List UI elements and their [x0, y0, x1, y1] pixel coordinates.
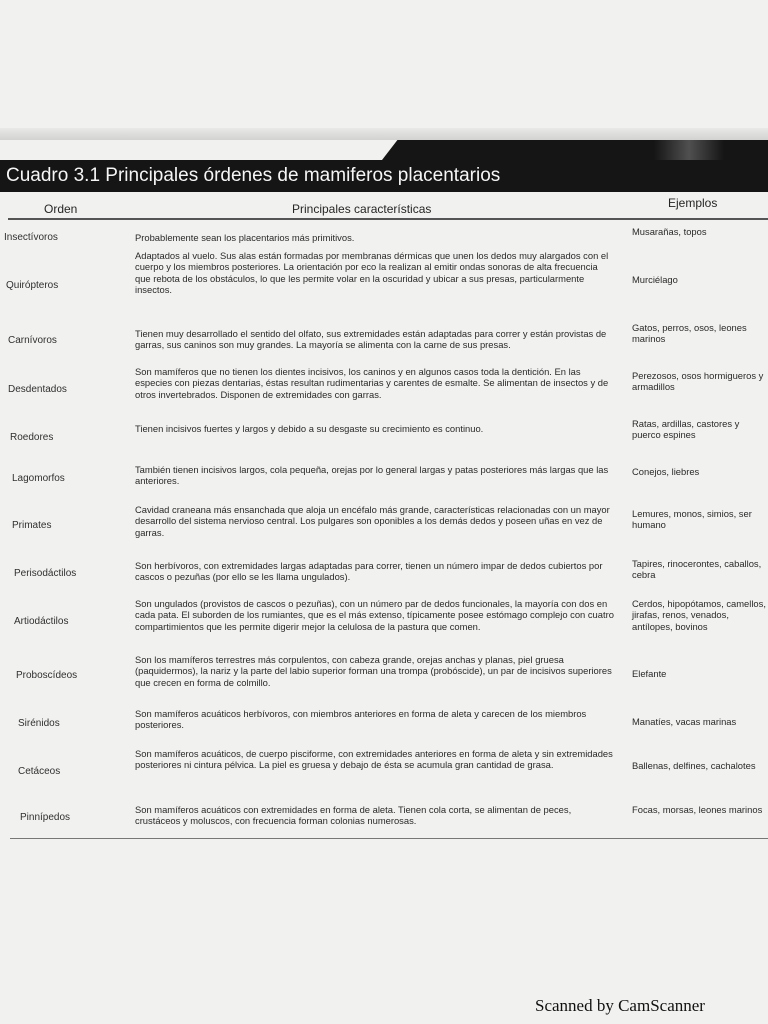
row-description: Son mamíferos que no tienen los dientes incisivos, los caninos y en algunos casos toda la dentición. En las especies con piezas dentarias, éstas resultan rudimentarias y carentes de esmalte. Se alimentan de insectos y de otros invertebrados. Disponen de extremidades con garras.: [135, 366, 609, 400]
row-ejemplos: Ballenas, delfines, cachalotes: [632, 760, 756, 771]
header-caracteristicas: Principales características: [292, 202, 432, 216]
row-ejemplos: Lemures, monos, simios, ser humano: [632, 508, 752, 531]
row-description: Son los mamíferos terrestres más corpulentos, con cabeza grande, orejas anchas y planas, piel gruesa (paquidermos), la nariz y la parte del labio superior forman una trompa (probóscide), un par de incisivos superiores que crecen en forma de colmillo.: [135, 654, 612, 688]
row-description: Son herbívoros, con extremidades largas adaptadas para correr, tienen un número impar de dedos cubiertos por cascos o pezuñas (por ello se les llama ungulados).: [135, 560, 603, 583]
row-description: Adaptados al vuelo. Sus alas están formadas por membranas dérmicas que unen los dedos muy alargados con el cuerpo y los miembros posteriores. La orientación por eco la realizan al emitir ondas sonoras de alta frecuencia que rebota de los obstáculos, lo que les permite volar en la oscuridad y ubicar a sus presas, particularmente insectos.: [135, 250, 609, 296]
row-ejemplos: Elefante: [632, 668, 667, 679]
row-ejemplos: Murciélago: [632, 274, 678, 285]
row-description: Son mamíferos acuáticos, de cuerpo pisciforme, con extremidades anteriores en forma de aleta y sin extremidades posteriores ni cintura pélvica. La piel es gruesa y debajo de ésta se acumula gran cantidad de grasa.: [135, 748, 613, 771]
row-ejemplos: Perezosos, osos hormigueros y armadillos: [632, 370, 764, 393]
row-ejemplos: Conejos, liebres: [632, 466, 700, 477]
row-ejemplos: Cerdos, hipopótamos, camellos, jirafas, renos, venados, antílopes, bovinos: [632, 598, 766, 632]
row-orden: Artiodáctilos: [14, 616, 69, 627]
row-ejemplos: Gatos, perros, osos, leones marinos: [632, 322, 747, 345]
row-orden: Insectívoros: [4, 232, 58, 243]
header-rule: [8, 218, 768, 220]
row-description: Tienen muy desarrollado el sentido del olfato, sus extremidades están adaptadas para correr y están provistas de garras, sus caninos son muy grandes. La mayoría se alimenta con la carne de sus presas.: [135, 328, 607, 351]
row-ejemplos: Manatíes, vacas marinas: [632, 716, 737, 727]
row-description: Probablemente sean los placentarios más primitivos.: [135, 232, 355, 243]
row-ejemplos: Musarañas, topos: [632, 226, 707, 237]
row-orden: Proboscídeos: [16, 670, 78, 681]
header-orden: Orden: [44, 202, 78, 216]
row-ejemplos: Focas, morsas, leones marinos: [632, 804, 763, 815]
scanner-watermark: Scanned by CamScanner: [535, 996, 705, 1015]
row-orden: Cetáceos: [18, 766, 61, 777]
page-shadow: [0, 128, 768, 140]
row-description: Tienen incisivos fuertes y largos y debido a su desgaste su crecimiento es continuo.: [135, 423, 484, 434]
row-description: Son mamíferos acuáticos herbívoros, con miembros anteriores en forma de aleta y carecen de los miembros posteriores.: [135, 708, 587, 731]
row-orden: Pinnípedos: [20, 812, 71, 823]
row-description: Son ungulados (provistos de cascos o pezuñas), con un número par de dedos funcionales, la mayoría con dos en cada pata. El suborden de los rumiantes, que es el más extenso, típicamente posee estómago complejo con cuatro compartimientos que les permite digerir mejor la celulosa de la pastura que comen.: [135, 598, 614, 632]
row-orden: Carnívoros: [8, 335, 57, 346]
row-description: Cavidad craneana más ensanchada que aloja un encéfalo más grande, características relacionadas con un mayor desarrollo del sistema nervioso central. Los pulgares son oponibles a los demás dedos y poseen uñas en vez de garras.: [135, 504, 610, 538]
row-ejemplos: Ratas, ardillas, castores y puerco espines: [632, 418, 740, 441]
table-bottom-rule: [10, 838, 768, 839]
row-description: Son mamíferos acuáticos con extremidades en forma de aleta. Tienen cola corta, se alimentan de peces, crustáceos y moluscos, con frecuencia forman colonias numerosas.: [135, 804, 572, 827]
row-orden: Primates: [12, 520, 52, 531]
row-orden: Quirópteros: [6, 280, 59, 291]
row-orden: Desdentados: [8, 384, 67, 395]
row-orden: Lagomorfos: [12, 473, 65, 484]
row-ejemplos: Tapires, rinocerontes, caballos, cebra: [632, 558, 762, 581]
row-orden: Perisodáctilos: [14, 568, 77, 579]
row-description: También tienen incisivos largos, cola pequeña, orejas por lo general largas y patas posteriores más largas que las anteriores.: [135, 464, 609, 487]
table-title: Cuadro 3.1 Principales órdenes de mamiferos placentarios: [0, 160, 768, 192]
row-orden: Roedores: [10, 432, 54, 443]
title-tab-highlight: [654, 140, 724, 160]
row-orden: Sirénidos: [18, 718, 60, 729]
header-ejemplos: Ejemplos: [668, 196, 718, 210]
